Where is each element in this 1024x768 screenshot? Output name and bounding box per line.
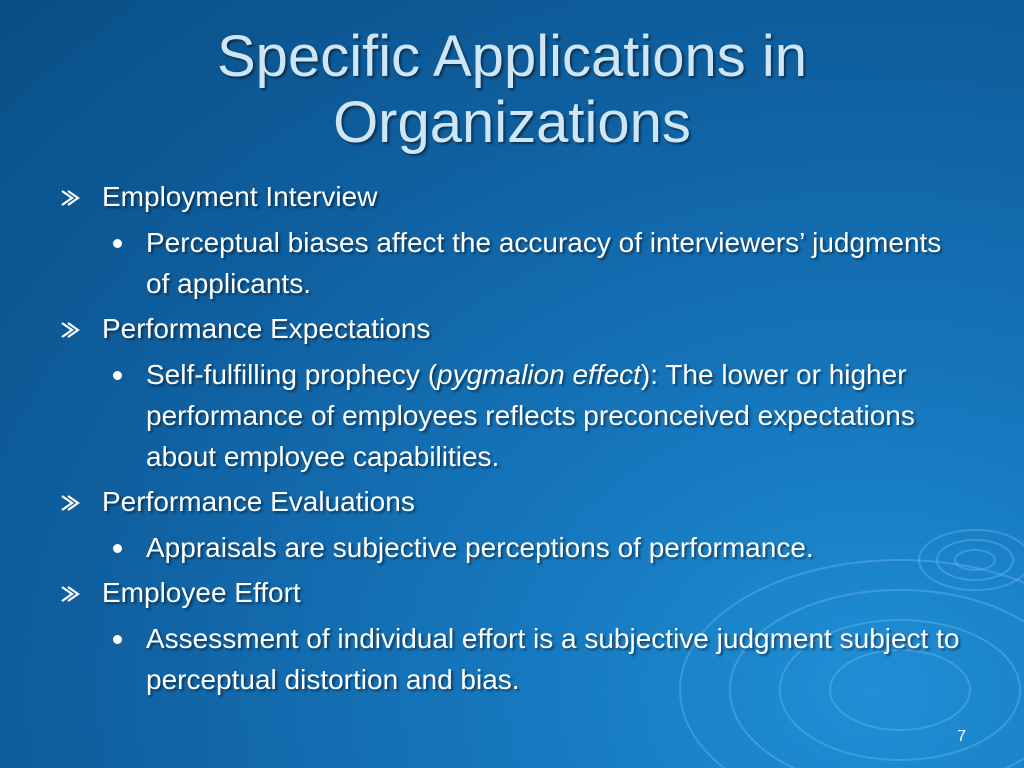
slide-title (60, 24, 964, 156)
dot-icon (113, 239, 122, 248)
dot-icon (113, 635, 122, 644)
section-heading-performance-expectations (60, 310, 980, 348)
section-heading-employment-interview (60, 178, 980, 216)
bullet-text-post: ): The lower or higher performance of employees reflects preconceived expectations about employee capabilities. (146, 359, 915, 472)
slide-title-line-2: Organizations (333, 90, 691, 155)
bullet-text: Appraisals are subjective perceptions of performance. (146, 532, 814, 563)
chevron-arrow-icon (60, 586, 80, 602)
slide-number: 7 (957, 728, 966, 745)
section-heading-employee-effort (60, 574, 980, 612)
section-heading-performance-evaluations (60, 483, 980, 521)
bullet-text-pre: Self-fulfilling prophecy ( (146, 359, 438, 390)
bullet-text-emphasis: pygmalion effect (437, 359, 641, 390)
slide-body (60, 178, 980, 706)
section-heading-label: Performance Expectations (102, 313, 431, 344)
bullet-point (60, 618, 966, 700)
chevron-arrow-icon (60, 495, 80, 511)
dot-icon (113, 371, 122, 380)
bullet-text: Assessment of individual effort is a subjective judgment subject to perceptual distortion and bias. (146, 623, 960, 695)
bullet-text: Perceptual biases affect the accuracy of interviewers’ judgments of applicants. (146, 227, 942, 299)
bullet-point (60, 354, 966, 477)
bullet-point (60, 222, 966, 304)
chevron-arrow-icon (60, 190, 80, 206)
bullet-point (60, 527, 1024, 568)
section-heading-label: Employment Interview (102, 181, 378, 212)
chevron-arrow-icon (60, 322, 80, 338)
dot-icon (113, 544, 122, 553)
section-heading-label: Performance Evaluations (102, 486, 415, 517)
section-heading-label: Employee Effort (102, 577, 301, 608)
slide-title-line-1: Specific Applications in (217, 24, 807, 89)
